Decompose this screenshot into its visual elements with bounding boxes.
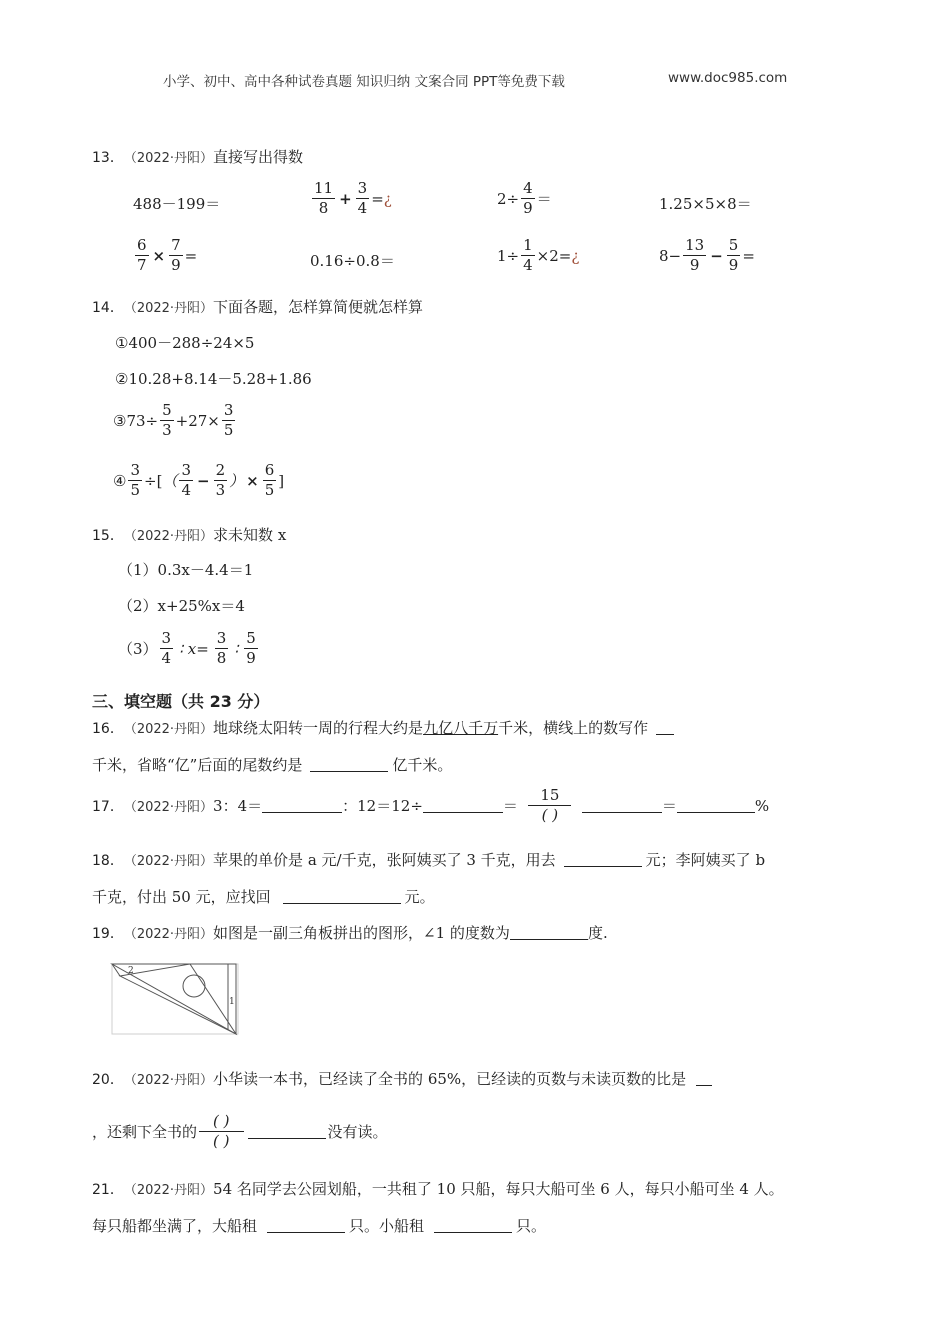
numerator: 4 bbox=[523, 179, 533, 197]
q14-item-3 bbox=[113, 403, 237, 438]
numerator: 11 bbox=[314, 179, 334, 197]
question-20-line2 bbox=[92, 1114, 388, 1149]
answer-blank[interactable] bbox=[656, 720, 674, 735]
expression-text: ×2= bbox=[536, 246, 572, 265]
question-21 bbox=[92, 1178, 784, 1199]
question-19 bbox=[92, 922, 608, 943]
question-source: （2022·丹阳） bbox=[123, 800, 214, 815]
question-20 bbox=[92, 1068, 712, 1089]
triangle-figure bbox=[110, 960, 242, 1036]
expression-text: 8− bbox=[659, 246, 682, 265]
fraction bbox=[214, 463, 228, 498]
question-18 bbox=[92, 849, 765, 870]
denominator: 9 bbox=[523, 199, 533, 217]
question-number: 19． bbox=[92, 925, 124, 942]
question-number: 15． bbox=[92, 527, 124, 544]
numerator: 3 bbox=[161, 629, 172, 647]
question-number: 21． bbox=[92, 1181, 124, 1198]
operator: × bbox=[152, 246, 166, 265]
numerator: 13 bbox=[685, 236, 705, 254]
fraction bbox=[169, 238, 183, 273]
expression-text: 2÷ bbox=[497, 189, 520, 208]
answer-mark: ¿ bbox=[571, 246, 580, 265]
question-text: 只。小船租 bbox=[349, 1217, 425, 1235]
fraction bbox=[160, 631, 174, 666]
answer-blank[interactable] bbox=[582, 798, 662, 813]
question-number: 18． bbox=[92, 852, 124, 869]
section-title: 三、填空题（共 23 分） bbox=[92, 692, 270, 711]
denominator: 5 bbox=[130, 481, 140, 499]
q15-item-3 bbox=[118, 631, 260, 666]
denominator: 4 bbox=[357, 199, 368, 217]
fraction bbox=[312, 181, 335, 216]
header-text: 小学、初中、高中各种试卷真题 知识归纳 文案合同 PPT等免费下载 bbox=[163, 74, 565, 90]
answer-blank[interactable] bbox=[310, 757, 388, 772]
answer-blank[interactable] bbox=[564, 852, 642, 867]
question-15-title bbox=[92, 524, 286, 545]
answer-blank[interactable] bbox=[248, 1124, 326, 1139]
answer-blank[interactable] bbox=[262, 798, 342, 813]
question-number: 16． bbox=[92, 720, 124, 737]
equals: = bbox=[184, 246, 198, 265]
question-source: （2022·丹阳） bbox=[123, 151, 214, 166]
q13-item-d: 1.25×5×8＝ bbox=[659, 195, 752, 213]
denominator: 9 bbox=[246, 649, 256, 667]
question-text: 千克，付出 50 元，应找回 bbox=[92, 888, 271, 906]
answer-blank[interactable] bbox=[283, 889, 401, 904]
fraction bbox=[356, 181, 370, 216]
q13-item-a: 488－199＝ bbox=[133, 195, 221, 213]
question-text: ，还剩下全书的 bbox=[92, 1123, 198, 1141]
answer-blank[interactable] bbox=[696, 1071, 712, 1086]
answer-mark: ¿ bbox=[383, 189, 392, 208]
question-number: 14． bbox=[92, 299, 124, 316]
fraction bbox=[128, 463, 142, 498]
fraction bbox=[520, 788, 580, 823]
numerator-blank[interactable]: ( ) bbox=[199, 1114, 243, 1132]
fraction bbox=[215, 631, 229, 666]
fraction bbox=[727, 238, 741, 273]
question-text: ：12＝12÷ bbox=[342, 797, 423, 815]
denominator: 9 bbox=[689, 256, 700, 274]
question-21-line2 bbox=[92, 1215, 546, 1236]
question-text: 没有读。 bbox=[327, 1123, 388, 1141]
expression-text: ∶ x= bbox=[179, 639, 209, 658]
question-text: 亿千米。 bbox=[392, 756, 453, 774]
question-17 bbox=[92, 788, 769, 823]
expression-text: ∶ bbox=[234, 639, 239, 658]
numerator: 5 bbox=[246, 629, 256, 647]
question-text: ＝ bbox=[502, 797, 518, 815]
numerator: 7 bbox=[171, 236, 181, 254]
q14-item-2: ②10.28+8.14－5.28+1.86 bbox=[115, 370, 312, 388]
paren: （ bbox=[162, 472, 178, 490]
fraction bbox=[521, 238, 535, 273]
question-text: 元；李阿姨买了 b bbox=[645, 851, 766, 869]
question-text: 每只船都坐满了，大船租 bbox=[92, 1217, 258, 1235]
fraction bbox=[160, 403, 174, 438]
expression-text: ÷[ bbox=[144, 471, 163, 490]
q13-item-f: 0.16÷0.8＝ bbox=[310, 252, 395, 270]
question-text: % bbox=[754, 796, 770, 815]
denominator-blank[interactable]: ( ) bbox=[213, 1132, 230, 1150]
question-source: （2022·丹阳） bbox=[123, 854, 214, 869]
q15-item-2: （2）x+25%x＝4 bbox=[118, 597, 245, 615]
question-16 bbox=[92, 717, 674, 738]
denominator: 8 bbox=[216, 649, 227, 667]
denominator: 3 bbox=[162, 421, 172, 439]
q14-item-4 bbox=[113, 463, 284, 498]
expression-text: 1÷ bbox=[497, 246, 520, 265]
question-number: 13． bbox=[92, 149, 124, 166]
operator: × bbox=[246, 471, 259, 490]
angle-label-1: 1 bbox=[229, 997, 235, 1007]
q15-item-1: （1）0.3x－4.4＝1 bbox=[118, 561, 254, 579]
question-text: 苹果的单价是 a 元/千克，张阿姨买了 3 千克，用去 bbox=[213, 851, 556, 869]
operator: − bbox=[196, 471, 210, 490]
answer-blank[interactable] bbox=[267, 1218, 345, 1233]
fraction bbox=[521, 181, 535, 216]
expression-text: ④ bbox=[113, 471, 127, 490]
question-13-title bbox=[92, 146, 303, 167]
answer-blank[interactable] bbox=[677, 798, 755, 813]
numerator: 3 bbox=[130, 461, 140, 479]
question-source: （2022·丹阳） bbox=[123, 1073, 214, 1088]
fraction bbox=[135, 238, 149, 273]
expression-text: ] bbox=[278, 471, 285, 490]
fraction bbox=[683, 238, 706, 273]
answer-blank[interactable] bbox=[434, 1218, 512, 1233]
question-source: （2022·丹阳） bbox=[123, 1183, 214, 1198]
circle-hole bbox=[183, 975, 205, 997]
question-14-title bbox=[92, 296, 423, 317]
question-text: 小华读一本书，已经读了全书的 65%，已经读的页数与未读页数的比是 bbox=[213, 1070, 687, 1088]
denominator: 4 bbox=[523, 256, 533, 274]
denominator: 4 bbox=[181, 481, 191, 499]
denominator-blank[interactable]: ( ) bbox=[541, 806, 559, 824]
fraction bbox=[263, 463, 277, 498]
question-text: 直接写出得数 bbox=[213, 148, 304, 166]
question-text: 度. bbox=[587, 924, 608, 942]
paren: ） bbox=[229, 472, 245, 490]
numerator: 1 bbox=[523, 236, 533, 254]
question-text: 只。 bbox=[516, 1217, 547, 1235]
question-18-line2 bbox=[92, 886, 435, 907]
answer-blank[interactable] bbox=[423, 798, 503, 813]
underlined-text: 九亿八千万 bbox=[423, 719, 499, 737]
triangle-small bbox=[120, 964, 236, 1034]
fraction bbox=[179, 463, 193, 498]
q14-item-1: ①400－288÷24×5 bbox=[115, 334, 255, 352]
fraction bbox=[199, 1114, 243, 1149]
question-text: 元。 bbox=[404, 888, 435, 906]
equals: = bbox=[371, 189, 384, 208]
operator: − bbox=[710, 246, 723, 265]
question-text: 地球绕太阳转一周的行程大约是 bbox=[213, 719, 424, 737]
question-text: 54 名同学去公园划船，一共租了 10 只船，每只大船可坐 6 人，每只小船可坐 4 人。 bbox=[213, 1180, 784, 1198]
question-source: （2022·丹阳） bbox=[123, 927, 214, 942]
question-text: ＝ bbox=[661, 797, 677, 815]
expression-text: ③73÷ bbox=[113, 411, 159, 430]
expression-text: +27× bbox=[175, 411, 220, 430]
denominator: 3 bbox=[215, 481, 226, 499]
question-number: 17． bbox=[92, 798, 124, 815]
question-text: 求未知数 x bbox=[213, 526, 287, 544]
q13-item-h bbox=[659, 238, 755, 273]
question-source: （2022·丹阳） bbox=[123, 529, 214, 544]
question-source: （2022·丹阳） bbox=[123, 722, 214, 737]
question-text: 如图是一副三角板拼出的图形，∠1 的度数为 bbox=[213, 924, 510, 942]
equals: ＝ bbox=[536, 190, 552, 208]
expression-text: （3） bbox=[118, 640, 158, 658]
numerator: 6 bbox=[264, 461, 275, 479]
question-text: 下面各题，怎样算简便就怎样算 bbox=[213, 298, 424, 316]
numerator: 15 bbox=[528, 788, 571, 806]
numerator: 2 bbox=[215, 461, 226, 479]
numerator: 5 bbox=[728, 236, 739, 254]
angle-label-2: 2 bbox=[128, 966, 134, 976]
q13-item-e bbox=[133, 238, 197, 273]
denominator: 9 bbox=[728, 256, 739, 274]
numerator: 3 bbox=[357, 179, 368, 197]
numerator: 5 bbox=[162, 401, 172, 419]
denominator: 5 bbox=[264, 481, 275, 499]
question-source: （2022·丹阳） bbox=[123, 301, 214, 316]
question-number: 20． bbox=[92, 1071, 124, 1088]
denominator: 7 bbox=[137, 256, 147, 274]
denominator: 4 bbox=[161, 649, 172, 667]
question-text: 3：4＝ bbox=[213, 797, 263, 815]
equals: = bbox=[742, 246, 755, 265]
numerator: 6 bbox=[137, 236, 147, 254]
denominator: 5 bbox=[223, 421, 234, 439]
operator: + bbox=[339, 189, 352, 208]
q13-item-c bbox=[497, 181, 552, 216]
numerator: 3 bbox=[181, 461, 191, 479]
numerator: 3 bbox=[223, 401, 234, 419]
q13-item-g bbox=[497, 238, 579, 273]
answer-blank[interactable] bbox=[510, 925, 588, 940]
fraction bbox=[244, 631, 258, 666]
question-16-line2 bbox=[92, 754, 452, 775]
header-url: www.doc985.com bbox=[668, 70, 788, 86]
question-text: 千米，横线上的数写作 bbox=[498, 719, 649, 737]
denominator: 8 bbox=[318, 199, 329, 217]
fraction bbox=[222, 403, 236, 438]
denominator: 9 bbox=[171, 256, 181, 274]
numerator: 3 bbox=[216, 629, 227, 647]
q13-item-b bbox=[310, 181, 392, 216]
question-text: 千米，省略“亿”后面的尾数约是 bbox=[92, 756, 303, 774]
